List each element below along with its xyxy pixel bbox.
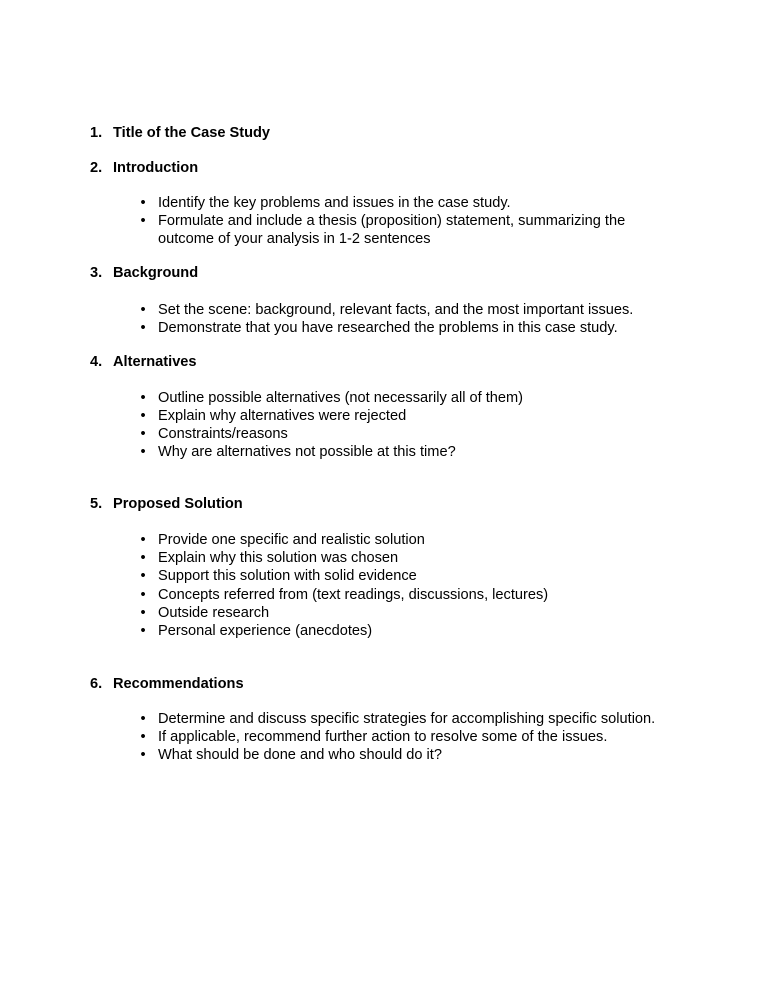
section-title: Alternatives [113,354,197,370]
bullet-icon: • [140,747,146,763]
section-title: Introduction [113,160,199,176]
bullet-icon: • [140,532,146,548]
bullet-icon: • [140,408,146,424]
section-number: 4. [90,354,103,370]
section-title: Background [113,265,199,281]
section-heading-introduction [90,159,198,177]
bullet-icon: • [140,623,146,639]
section-heading-background [90,264,198,282]
section-number: 5. [90,496,103,512]
bullet-icon: • [140,605,146,621]
bullet-icon: • [140,390,146,406]
bullet-icon: • [140,711,146,727]
bullet-icon: • [140,550,146,566]
section-number: 3. [90,265,103,281]
section-number: 2. [90,160,103,176]
section-number: 1. [90,125,103,141]
section-title: Proposed Solution [113,496,243,512]
bullet-icon: • [140,444,146,460]
section-heading-recommendations [90,675,244,693]
bullet-icon: • [140,302,146,318]
bullet-icon: • [140,426,146,442]
section-heading-proposed-solution [90,495,243,513]
bullet-icon: • [140,568,146,584]
bullet-icon: • [140,587,146,603]
section-number: 6. [90,676,103,692]
section-heading-alternatives [90,353,197,371]
section-title: Title of the Case Study [113,125,271,141]
bullet-icon: • [140,213,146,229]
bullet-icon: • [140,729,146,745]
bullet-icon: • [140,320,146,336]
section-heading-title [90,124,270,142]
bullet-icon: • [140,195,146,211]
document-page: 1. Title of the Case Study 2. Introduction • Identify the key problems and issues in the case study. • Formulate and include a thesis (proposition) statement, summarizing the outcome of your analysis in 1-2 sentences 3. Background • Set the scene: background, relevant facts, and the most important issues. • Demonstrate that you have researched the problems in this case study. 4. Alternatives • Outline possible alternatives (not necessarily all of them) • Explain why alternatives were rejected • Constraints/reasons • Why are alternatives not possible at this time? 5. Proposed Solution • Provide one specific and realistic solution • Explain why this solution was chosen • Support this solution with solid evidence • Concepts referred from (text readings, discussions, lectures) • Outside research • Personal experience (anecdotes) 6. Recommendations • Determine and discuss specific strategies for accomplishing specific solution. • If applicable, recommend further action to resolve some of the issues. • What should be done and who should do it? [90,125,656,763]
section-title: Recommendations [113,676,244,692]
